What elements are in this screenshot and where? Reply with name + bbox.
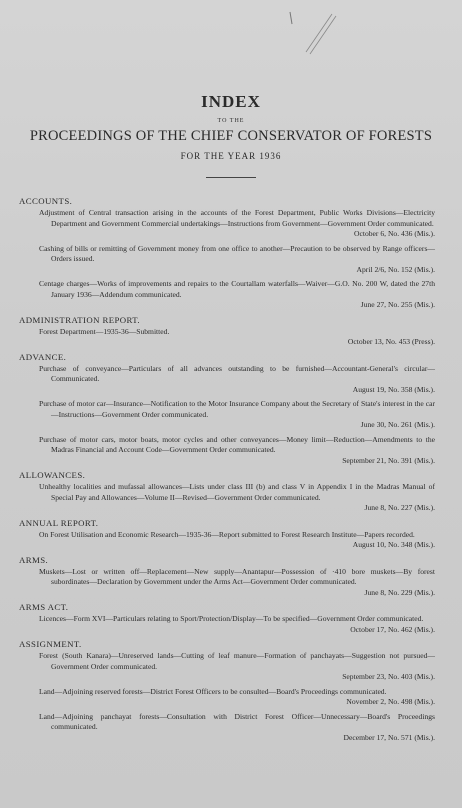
section-heading: ARMS ACT.: [19, 602, 69, 612]
entry-reference: December 17, No. 571 (Mis.).: [343, 732, 435, 742]
section-heading: ARMS.: [19, 554, 49, 565]
entry-reference: November 2, No. 498 (Mis.).: [346, 697, 435, 706]
section-heading: ADMINISTRATION REPORT.: [19, 314, 141, 325]
entry-text: Unhealthy localities and mufassal allowances—Lists under class III (b) and class V in Appendix I in the Madras Manual of Special Pay and Allowances—Volume II—Revised—Government Order communicated.: [39, 482, 435, 502]
entry-text: Forest (South Kanara)—Unreserved lands—Cutting of leaf manure—Formation of panchayats—Suggestion not pursued—Government Order communicated.: [39, 651, 435, 671]
entry-text: Forest Department—1935-36—Submitted.: [39, 326, 170, 336]
index-entry: [39, 244, 435, 276]
to-the-label: TO THE: [217, 118, 245, 124]
document-header: [0, 92, 462, 178]
section-heading: ALLOWANCES.: [19, 470, 86, 480]
entry-reference: October 17, No. 462 (Mis.).: [350, 624, 435, 634]
entry-text: Land—Adjoining panchayat forests—Consultation with District Forest Officer—Unnecessary—Board's Proceedings communicated.: [39, 711, 435, 731]
section-heading: ACCOUNTS.: [19, 196, 73, 206]
entry-reference: August 19, No. 358 (Mis.).: [352, 384, 435, 394]
index-entry: [39, 327, 435, 348]
section-heading: ANNUAL REPORT.: [19, 517, 99, 528]
index-entry: [39, 399, 435, 431]
index-section: [19, 470, 435, 514]
index-entry: [39, 482, 435, 514]
entry-reference: April 2/6, No. 152 (Mis.).: [356, 264, 435, 274]
section-heading: ASSIGNMENT.: [19, 639, 82, 649]
index-entry: [39, 530, 435, 551]
entry-reference: October 13, No. 453 (Press).: [347, 337, 435, 346]
entry-text: Purchase of motor car—Insurance—Notification to the Motor Insurance Company about the Secretary of State's interest in the car—Instructions—Government Order communicated.: [39, 399, 435, 419]
entry-text: On Forest Utilisation and Economic Research—1935-36—Report submitted to Forest Research Institute—Papers recorded.: [39, 529, 415, 539]
index-content: [19, 196, 435, 747]
year-label: FOR THE YEAR 1936: [180, 151, 282, 161]
entry-reference: August 10, No. 348 (Mis.).: [352, 540, 435, 549]
entry-text: Licences—Form XVI—Particulars relating to Sport/Protection/Display—To be specified—Government Order communicated.: [39, 614, 424, 623]
index-entry: [39, 687, 435, 708]
index-entry: [39, 651, 435, 683]
entry-text: Adjustment of Central transaction arising in the accounts of the Forest Department, Public Works Divisions—Electricity Department and Government Commercial undertakings—Instructions from Government—Government Order communicated.: [39, 208, 435, 228]
entry-text: Centage charges—Works of improvements and repairs to the Courtallam waterfalls—Waiver—G.O. No. 200 W, dated the 27th January 1936—Addendum communicated.: [39, 279, 435, 299]
index-section: [19, 352, 435, 467]
entry-reference: October 6, No. 436 (Mis.).: [354, 229, 435, 238]
index-entry: [39, 614, 435, 635]
index-entry: [39, 712, 435, 744]
index-entry: [39, 208, 435, 240]
entry-reference: June 27, No. 255 (Mis.).: [360, 300, 435, 309]
entry-text: Purchase of motor cars, motor boats, motor cycles and other conveyances—Money limit—Reduction—Amendments to the Madras Financial and Account Code—Government Order communicated.: [39, 434, 435, 454]
document-title: PROCEEDINGS OF THE CHIEF CONSERVATOR OF FORESTS: [29, 128, 433, 144]
entry-text: Cashing of bills or remitting of Government money from one office to another—Precaution to be observed by Range officers—Orders issued.: [39, 243, 435, 263]
entry-text: Purchase of conveyance—Particulars of all advances outstanding to be furnished—Accountant-General's circular—Communicated.: [39, 363, 435, 383]
header-divider: [206, 177, 256, 178]
index-entry: [39, 567, 435, 599]
index-entry: [39, 435, 435, 467]
pencil-mark: [280, 6, 340, 66]
entry-text: Muskets—Lost or written off—Replacement—New supply—Anantapur—Possession of ·410 bore muskets—By forest subordinates—Declaration by Government under the Arms Act—Government Order communicated.: [39, 566, 435, 586]
index-section: [19, 555, 435, 599]
index-section: [19, 639, 435, 743]
entry-reference: June 30, No. 261 (Mis.).: [360, 420, 435, 429]
index-section: [19, 518, 435, 551]
index-entry: [39, 364, 435, 396]
entry-reference: June 8, No. 229 (Mis.).: [364, 587, 435, 597]
index-title: INDEX: [201, 92, 261, 111]
entry-text: Land—Adjoining reserved forests—District Forest Officers to be consulted—Board's Proceedings communicated.: [39, 686, 387, 696]
index-section: [19, 602, 435, 635]
entry-reference: June 8, No. 227 (Mis.).: [364, 503, 435, 512]
index-section: [19, 315, 435, 348]
index-entry: [39, 279, 435, 311]
section-heading: ADVANCE.: [19, 351, 67, 362]
index-section: [19, 196, 435, 311]
entry-reference: September 21, No. 391 (Mis.).: [342, 455, 435, 465]
entry-reference: September 23, No. 403 (Mis.).: [342, 672, 435, 681]
